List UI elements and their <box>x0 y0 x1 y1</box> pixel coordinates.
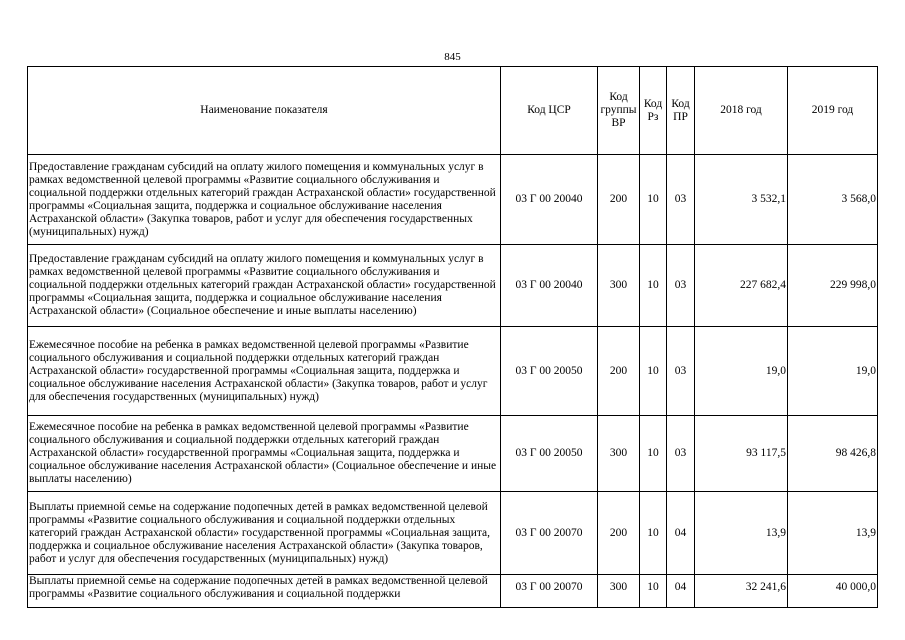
row-2018: 227 682,4 <box>695 245 788 327</box>
page-number: 845 <box>444 51 461 63</box>
budget-table <box>27 66 878 608</box>
row-csr: 03 Г 00 20040 <box>501 245 598 327</box>
row-pr: 04 <box>667 575 695 608</box>
table-row <box>28 155 878 245</box>
row-name: Предоставление гражданам субсидий на оплату жилого помещения и коммунальных услуг в рамках ведомственной целевой программы «Развитие социального обслуживания и социальной поддержки отдельных категорий граждан Астраханской области» государственной программы «Социальная защита, поддержка и социальное обслуживание населения Астраханской области» (Закупка товаров, работ и услуг для обеспечения государственных (муниципальных) нужд) <box>28 155 501 245</box>
row-2018: 3 532,1 <box>695 155 788 245</box>
row-2018: 13,9 <box>695 492 788 575</box>
row-pr: 03 <box>667 327 695 416</box>
row-rz: 10 <box>640 575 667 608</box>
table-row <box>28 416 878 492</box>
row-name: Ежемесячное пособие на ребенка в рамках ведомственной целевой программы «Развитие социального обслуживания и социальной поддержки отдельных категорий граждан Астраханской области» государственной программы «Социальная защита, поддержка и социальное обслуживание населения Астраханской области» (Социальное обеспечение и иные выплаты населению) <box>28 416 501 492</box>
row-pr: 03 <box>667 245 695 327</box>
row-name: Ежемесячное пособие на ребенка в рамках ведомственной целевой программы «Развитие социального обслуживания и социальной поддержки отдельных категорий граждан Астраханской области» государственной программы «Социальная защита, поддержка и социальное обслуживание населения Астраханской области» (Закупка товаров, работ и услуг для обеспечения государственных (муниципальных) нужд) <box>28 327 501 416</box>
header-rz: Код Рз <box>640 67 667 155</box>
row-2018: 93 117,5 <box>695 416 788 492</box>
row-2018: 32 241,6 <box>695 575 788 608</box>
table-row <box>28 492 878 575</box>
row-2019: 40 000,0 <box>788 575 878 608</box>
row-pr: 03 <box>667 416 695 492</box>
table-row <box>28 327 878 416</box>
row-rz: 10 <box>640 155 667 245</box>
row-name: Предоставление гражданам субсидий на оплату жилого помещения и коммунальных услуг в рамках ведомственной целевой программы «Развитие социального обслуживания и социальной поддержки отдельных категорий граждан Астраханской области» государственной программы «Социальная защита, поддержка и социальное обслуживание населения Астраханской области» (Социальное обеспечение и иные выплаты населению) <box>28 245 501 327</box>
row-vr: 300 <box>598 575 640 608</box>
row-name: Выплаты приемной семье на содержание подопечных детей в рамках ведомственной целевой программы «Развитие социального обслуживания и социальной поддержки <box>28 575 501 608</box>
table-row <box>28 245 878 327</box>
row-rz: 10 <box>640 416 667 492</box>
row-pr: 03 <box>667 155 695 245</box>
row-vr: 300 <box>598 245 640 327</box>
header-2018: 2018 год <box>695 67 788 155</box>
row-csr: 03 Г 00 20070 <box>501 575 598 608</box>
header-name: Наименование показателя <box>28 67 501 155</box>
row-csr: 03 Г 00 20050 <box>501 416 598 492</box>
row-2019: 3 568,0 <box>788 155 878 245</box>
header-2019: 2019 год <box>788 67 878 155</box>
row-vr: 200 <box>598 155 640 245</box>
row-2019: 19,0 <box>788 327 878 416</box>
row-csr: 03 Г 00 20040 <box>501 155 598 245</box>
header-csr: Код ЦСР <box>501 67 598 155</box>
row-rz: 10 <box>640 492 667 575</box>
row-rz: 10 <box>640 327 667 416</box>
row-csr: 03 Г 00 20050 <box>501 327 598 416</box>
row-2018: 19,0 <box>695 327 788 416</box>
row-2019: 229 998,0 <box>788 245 878 327</box>
row-name: Выплаты приемной семье на содержание подопечных детей в рамках ведомственной целевой программы «Развитие социального обслуживания и социальной поддержки отдельных категорий граждан Астраханской области» государственной программы «Социальная защита, поддержка и социальное обслуживание населения Астраханской области» (Закупка товаров, работ и услуг для обеспечения государственных (муниципальных) нужд) <box>28 492 501 575</box>
row-vr: 200 <box>598 327 640 416</box>
row-rz: 10 <box>640 245 667 327</box>
row-2019: 98 426,8 <box>788 416 878 492</box>
row-2019: 13,9 <box>788 492 878 575</box>
table-header-row <box>28 67 878 155</box>
row-vr: 300 <box>598 416 640 492</box>
table-row <box>28 575 878 608</box>
row-pr: 04 <box>667 492 695 575</box>
row-vr: 200 <box>598 492 640 575</box>
row-csr: 03 Г 00 20070 <box>501 492 598 575</box>
header-vr: Код группы ВР <box>598 67 640 155</box>
header-pr: Код ПР <box>667 67 695 155</box>
